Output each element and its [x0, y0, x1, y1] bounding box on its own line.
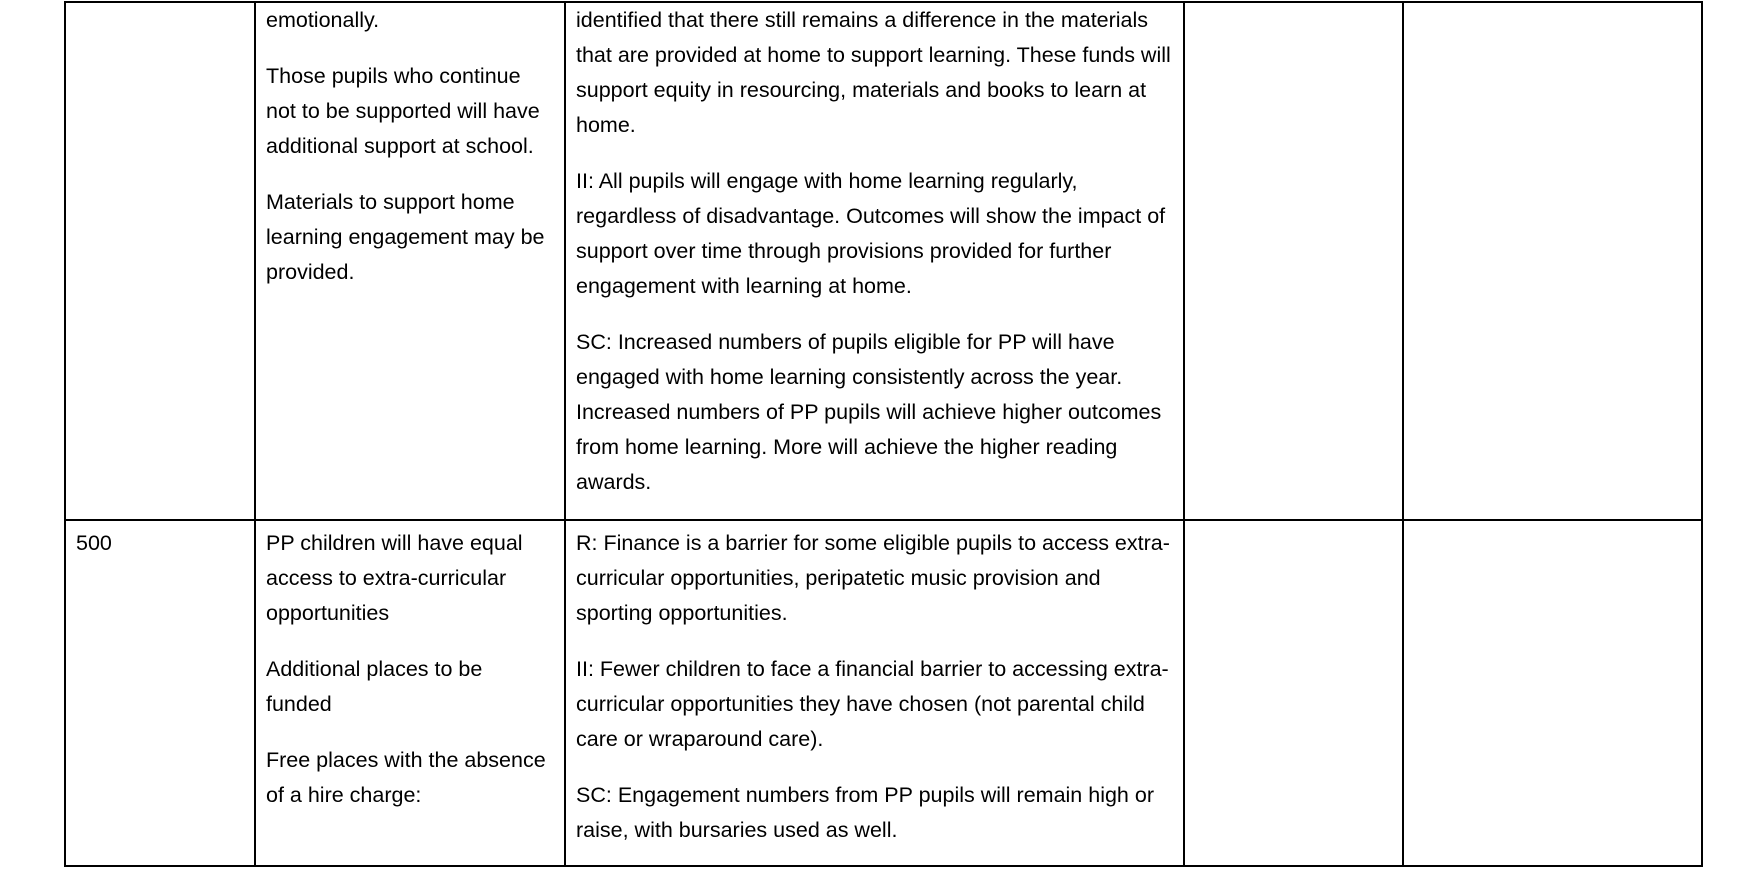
detail-paragraph: Free places with the absence of a hire charge: — [266, 748, 546, 807]
rationale-paragraph: SC: Engagement numbers from PP pupils will remain high or raise, with bursaries used as well. — [576, 783, 1154, 842]
detail-paragraph: Additional places to be funded — [266, 657, 483, 716]
detail-paragraph: Materials to support home learning engagement may be provided. — [266, 190, 545, 284]
cost-cell — [65, 520, 255, 866]
empty-cell — [1403, 2, 1702, 520]
rationale-paragraph: II: All pupils will engage with home learning regularly, regardless of disadvantage. Outcomes will show the impact of support over time through provisions provided for further engagement with learning at home. — [576, 169, 1166, 298]
detail-cell — [255, 520, 565, 866]
funding-table — [64, 1, 1703, 867]
empty-cell — [1184, 520, 1403, 866]
detail-paragraph: Those pupils who continue not to be supported will have additional support at school. — [266, 64, 540, 158]
detail-cell — [255, 2, 565, 520]
empty-cell — [1403, 520, 1702, 866]
rationale-paragraph: II: Fewer children to face a financial barrier to accessing extra-curricular opportunities they have chosen (not parental child care or wraparound care). — [576, 657, 1169, 751]
rationale-paragraph: identified that there still remains a difference in the materials that are provided at home to support learning. These funds will support equity in resourcing, materials and books to learn at home. — [576, 8, 1171, 137]
empty-cell — [1184, 2, 1403, 520]
rationale-cell — [565, 520, 1184, 866]
rationale-paragraph: SC: Increased numbers of pupils eligible for PP will have engaged with home learning consistently across the year. Increased numbers of PP pupils will achieve higher outcomes from home learning. More will achieve the higher reading awards. — [576, 330, 1162, 494]
rationale-paragraph: R: Finance is a barrier for some eligible pupils to access extra-curricular opportunities, peripatetic music provision and sporting opportunities. — [576, 531, 1170, 625]
rationale-cell — [565, 2, 1184, 520]
detail-paragraph: PP children will have equal access to extra-curricular opportunities — [266, 531, 523, 625]
cost-value: 500 — [76, 531, 112, 555]
table-row — [65, 520, 1702, 866]
cost-cell — [65, 2, 255, 520]
detail-paragraph: emotionally. — [266, 8, 380, 32]
table-row — [65, 2, 1702, 520]
